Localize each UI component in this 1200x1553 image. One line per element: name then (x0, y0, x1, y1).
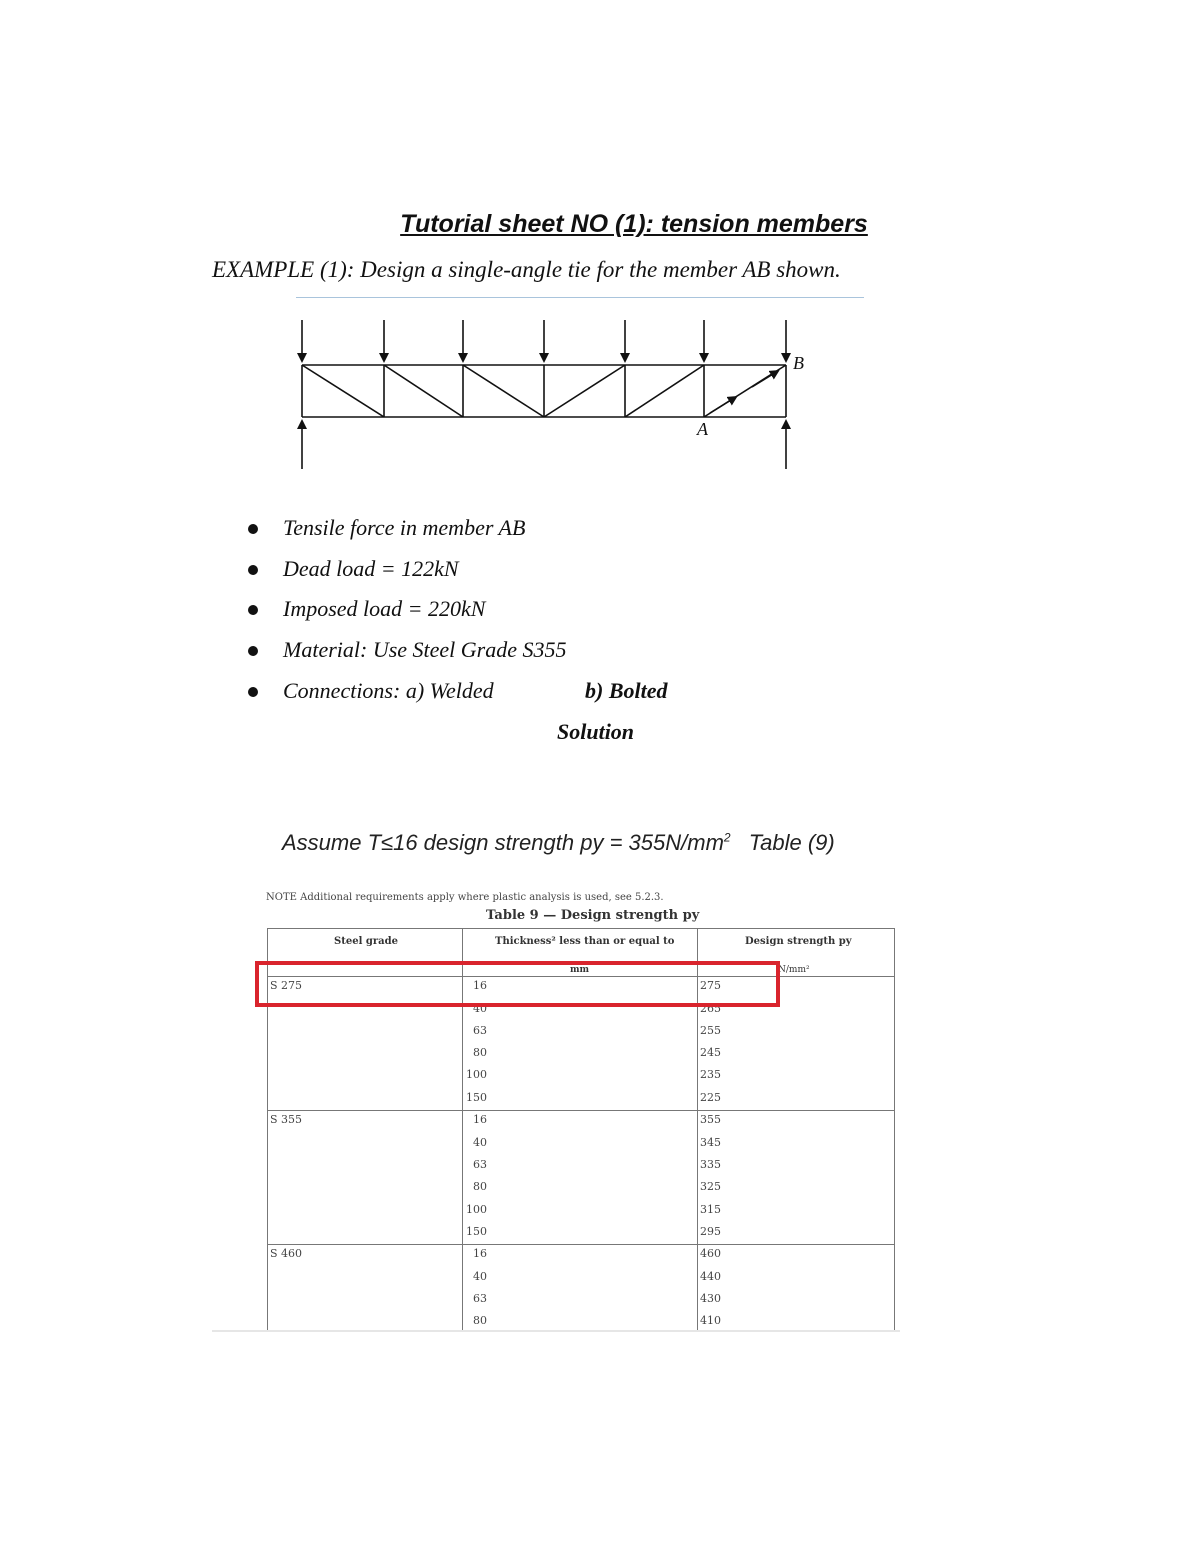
label-b: B (793, 353, 804, 373)
example-statement: EXAMPLE (1): Design a single-angle tie for the member AB shown. (212, 257, 841, 282)
strength-cell: 430 (700, 1292, 721, 1305)
thickness-cell: 80 (473, 1314, 487, 1327)
table-reference: Table (9) (748, 830, 835, 855)
strength-cell: 335 (700, 1158, 721, 1171)
thickness-cell: 63 (473, 1292, 487, 1305)
strength-cell: 295 (700, 1225, 721, 1238)
s275-highlight-box (255, 961, 780, 1007)
assumption-text: Assume T≤16 design strength py = 355N/mm (282, 830, 724, 855)
bullet-dot (248, 646, 258, 656)
header-design-strength: Design strength py (745, 936, 852, 947)
strength-cell: 410 (700, 1314, 721, 1327)
strength-cell: 265 (700, 1002, 721, 1015)
bullet-material: Material: Use Steel Grade S355 (283, 637, 567, 662)
header-thickness: Thickness² less than or equal to (495, 936, 675, 947)
label-a: A (697, 419, 708, 439)
thickness-cell: 63 (473, 1024, 487, 1037)
assumption-line (282, 830, 835, 856)
strength-cell: 315 (700, 1203, 721, 1216)
strength-cell: 325 (700, 1180, 721, 1193)
strength-cell: 245 (700, 1046, 721, 1059)
thickness-cell: 80 (473, 1046, 487, 1059)
thickness-cell: 150 (466, 1091, 487, 1104)
strength-cell: 440 (700, 1270, 721, 1283)
header-strength-unit: N/mm² (778, 965, 810, 975)
group-divider (268, 1244, 894, 1245)
page-title: Tutorial sheet NO (1): tension members (400, 210, 868, 238)
table-note: NOTE Additional requirements apply where plastic analysis is used, see 5.2.3. (266, 892, 664, 903)
table-caption: Table 9 — Design strength py (486, 908, 700, 923)
thickness-cell: 40 (473, 1136, 487, 1149)
thickness-cell: 40 (473, 1270, 487, 1283)
thickness-cell: 150 (466, 1225, 487, 1238)
image-bottom-edge (212, 1330, 900, 1332)
divider (296, 297, 864, 298)
thickness-cell: 40 (473, 1002, 487, 1015)
bullet-dot (248, 524, 258, 534)
thickness-cell: 16 (473, 979, 487, 992)
truss-diagram (280, 315, 840, 480)
bullet-imposed-load: Imposed load = 220kN (283, 596, 486, 621)
strength-cell: 355 (700, 1113, 721, 1126)
thickness-cell: 16 (473, 1113, 487, 1126)
thickness-cell: 100 (466, 1203, 487, 1216)
bullet-tensile-force: Tensile force in member AB (283, 515, 526, 540)
group-divider (268, 1110, 894, 1111)
solution-heading: Solution (557, 719, 635, 744)
thickness-cell: 100 (466, 1068, 487, 1081)
bullet-dot (248, 687, 258, 697)
strength-cell: 255 (700, 1024, 721, 1037)
grade-cell: S 460 (270, 1247, 303, 1260)
connections-bolted: b) Bolted (585, 678, 668, 703)
assumption-sup: 2 (723, 830, 731, 845)
thickness-cell: 63 (473, 1158, 487, 1171)
header-steel-grade: Steel grade (334, 936, 398, 947)
bullet-dot (248, 565, 258, 575)
grade-cell: S 355 (270, 1113, 303, 1126)
strength-cell: 275 (700, 979, 721, 992)
bullet-dead-load: Dead load = 122kN (283, 556, 459, 581)
strength-cell: 225 (700, 1091, 721, 1104)
bullet-dot (248, 605, 258, 615)
strength-cell: 235 (700, 1068, 721, 1081)
bullet-connections: Connections: a) Welded (283, 678, 494, 703)
thickness-cell: 16 (473, 1247, 487, 1260)
strength-cell: 460 (700, 1247, 721, 1260)
strength-cell: 345 (700, 1136, 721, 1149)
thickness-cell: 80 (473, 1180, 487, 1193)
header-thickness-unit: mm (570, 965, 590, 975)
grade-cell: S 275 (270, 979, 303, 992)
